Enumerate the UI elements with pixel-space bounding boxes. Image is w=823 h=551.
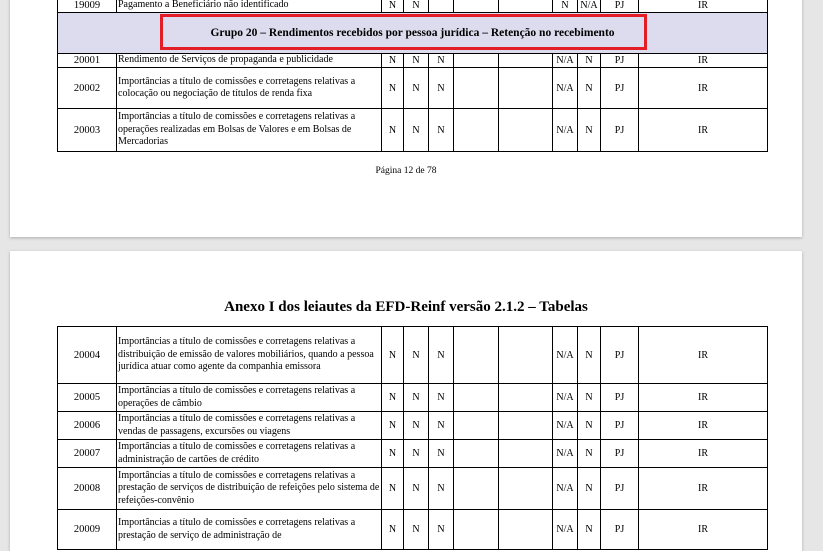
row-cell-c1: N xyxy=(382,327,404,384)
highlight-box xyxy=(160,14,647,50)
codes-table xyxy=(57,326,768,550)
row-cell-c6: N/A xyxy=(553,109,578,152)
row-cell-c6: N xyxy=(553,0,578,13)
table-row xyxy=(58,0,768,13)
row-cell-c8: PJ xyxy=(601,384,639,412)
row-cell-c6: N/A xyxy=(553,384,578,412)
row-cell-c4 xyxy=(454,384,499,412)
row-cell-c9: IR xyxy=(639,68,768,109)
row-cell-c5 xyxy=(499,468,553,510)
row-cell-c6: N/A xyxy=(553,68,578,109)
row-code: 20009 xyxy=(58,510,117,550)
row-cell-c7: N xyxy=(578,54,601,68)
row-cell-c8: PJ xyxy=(601,54,639,68)
page-number: Página 12 de 78 xyxy=(375,166,437,176)
table-row xyxy=(58,68,768,109)
row-cell-c9: IR xyxy=(639,0,768,13)
row-cell-c3: N xyxy=(429,468,454,510)
row-cell-c8: PJ xyxy=(601,440,639,468)
row-cell-c2: N xyxy=(404,510,429,550)
row-code: 20001 xyxy=(58,54,117,68)
row-cell-c1: N xyxy=(382,384,404,412)
row-description: Rendimento de Serviços de propaganda e publicidade xyxy=(117,54,382,68)
row-cell-c1: N xyxy=(382,68,404,109)
row-cell-c2: N xyxy=(404,54,429,68)
row-cell-c7: N xyxy=(578,109,601,152)
row-cell-c8: PJ xyxy=(601,327,639,384)
row-cell-c1: N xyxy=(382,109,404,152)
row-code: 20006 xyxy=(58,412,117,440)
row-cell-c7: N xyxy=(578,440,601,468)
row-cell-c5 xyxy=(499,0,553,13)
row-cell-c3: N xyxy=(429,384,454,412)
row-cell-c4 xyxy=(454,0,499,13)
table-row xyxy=(58,109,768,152)
row-cell-c7: N xyxy=(578,412,601,440)
row-cell-c9: IR xyxy=(639,412,768,440)
row-cell-c2: N xyxy=(404,440,429,468)
pdf-page-13 xyxy=(10,251,802,551)
row-code: 20005 xyxy=(58,384,117,412)
row-cell-c3: N xyxy=(429,510,454,550)
row-cell-c4 xyxy=(454,440,499,468)
row-cell-c3: N xyxy=(429,327,454,384)
row-cell-c9: IR xyxy=(639,327,768,384)
row-code: 20008 xyxy=(58,468,117,510)
row-cell-c3: N xyxy=(429,440,454,468)
row-cell-c4 xyxy=(454,510,499,550)
row-description: Importâncias a título de comissões e corretagens relativas a operações realizadas em Bolsas de Valores e em Bolsas de Mercadorias xyxy=(117,109,382,152)
row-cell-c6: N/A xyxy=(553,440,578,468)
row-cell-c7: N xyxy=(578,468,601,510)
row-cell-c9: IR xyxy=(639,468,768,510)
row-cell-c2: N xyxy=(404,68,429,109)
row-cell-c3: N xyxy=(429,412,454,440)
row-cell-c7: N xyxy=(578,68,601,109)
row-cell-c7: N xyxy=(578,384,601,412)
table-row xyxy=(58,412,768,440)
row-cell-c6: N/A xyxy=(553,327,578,384)
row-description: Importâncias a título de comissões e corretagens relativas a vendas de passagens, excursões ou viagens xyxy=(117,412,382,440)
row-code: 20003 xyxy=(58,109,117,152)
row-cell-c5 xyxy=(499,109,553,152)
row-cell-c6: N/A xyxy=(553,412,578,440)
table-row xyxy=(58,510,768,550)
row-cell-c8: PJ xyxy=(601,468,639,510)
row-cell-c1: N xyxy=(382,468,404,510)
row-cell-c8: PJ xyxy=(601,68,639,109)
table-row xyxy=(58,384,768,412)
row-cell-c3: N xyxy=(429,109,454,152)
row-cell-c2: N xyxy=(404,412,429,440)
row-cell-c9: IR xyxy=(639,54,768,68)
row-description: Importâncias a título de comissões e corretagens relativas a administração de cartões de crédito xyxy=(117,440,382,468)
row-cell-c5 xyxy=(499,510,553,550)
row-cell-c1: N xyxy=(382,54,404,68)
row-cell-c1: N xyxy=(382,0,404,13)
row-description: Importâncias a título de comissões e corretagens relativas a prestação de serviços de distribuição de refeições pelo sistema de refeições-convênio xyxy=(117,468,382,510)
row-code: 20002 xyxy=(58,68,117,109)
row-cell-c9: IR xyxy=(639,510,768,550)
row-code: 20007 xyxy=(58,440,117,468)
table-row xyxy=(58,327,768,384)
row-cell-c5 xyxy=(499,412,553,440)
row-cell-c2: N xyxy=(404,468,429,510)
row-cell-c4 xyxy=(454,468,499,510)
table-row xyxy=(58,440,768,468)
row-code: 19009 xyxy=(58,0,117,13)
row-code: 20004 xyxy=(58,327,117,384)
annex-title: Anexo I dos leiautes da EFD-Reinf versão 2.1.2 – Tabelas xyxy=(224,299,588,315)
row-cell-c3 xyxy=(429,0,454,13)
row-description: Pagamento a Beneficiário não identificado xyxy=(117,0,382,13)
pdf-page-12 xyxy=(10,0,802,237)
row-cell-c1: N xyxy=(382,412,404,440)
row-cell-c5 xyxy=(499,440,553,468)
row-cell-c5 xyxy=(499,68,553,109)
row-cell-c8: PJ xyxy=(601,109,639,152)
row-cell-c2: N xyxy=(404,109,429,152)
row-cell-c4 xyxy=(454,68,499,109)
row-cell-c8: PJ xyxy=(601,412,639,440)
row-cell-c2: N xyxy=(404,0,429,13)
group-title: Grupo 20 – Rendimentos recebidos por pessoa jurídica – Retenção no recebimento xyxy=(58,13,768,54)
row-description: Importâncias a título de comissões e corretagens relativas a colocação ou negociação de títulos de renda fixa xyxy=(117,68,382,109)
row-cell-c9: IR xyxy=(639,384,768,412)
row-cell-c5 xyxy=(499,327,553,384)
row-cell-c4 xyxy=(454,54,499,68)
row-cell-c3: N xyxy=(429,54,454,68)
row-cell-c8: PJ xyxy=(601,0,639,13)
row-cell-c7: N/A xyxy=(578,0,601,13)
row-description: Importâncias a título de comissões e corretagens relativas a distribuição de emissão de valores mobiliários, quando a pessoa jurídica atuar como agente da companhia emissora xyxy=(117,327,382,384)
row-cell-c3: N xyxy=(429,68,454,109)
row-cell-c6: N/A xyxy=(553,54,578,68)
table-row xyxy=(58,468,768,510)
row-cell-c8: PJ xyxy=(601,510,639,550)
table-row xyxy=(58,54,768,68)
row-cell-c7: N xyxy=(578,327,601,384)
row-cell-c6: N/A xyxy=(553,510,578,550)
row-cell-c4 xyxy=(454,412,499,440)
row-cell-c2: N xyxy=(404,384,429,412)
row-cell-c9: IR xyxy=(639,440,768,468)
row-cell-c5 xyxy=(499,54,553,68)
row-description: Importâncias a título de comissões e corretagens relativas a operações de câmbio xyxy=(117,384,382,412)
row-cell-c1: N xyxy=(382,440,404,468)
row-cell-c2: N xyxy=(404,327,429,384)
row-cell-c4 xyxy=(454,327,499,384)
row-cell-c9: IR xyxy=(639,109,768,152)
row-cell-c1: N xyxy=(382,510,404,550)
row-cell-c7: N xyxy=(578,510,601,550)
row-description: Importâncias a título de comissões e corretagens relativas a prestação de serviço de administração de xyxy=(117,510,382,550)
row-cell-c5 xyxy=(499,384,553,412)
row-cell-c4 xyxy=(454,109,499,152)
row-cell-c6: N/A xyxy=(553,468,578,510)
